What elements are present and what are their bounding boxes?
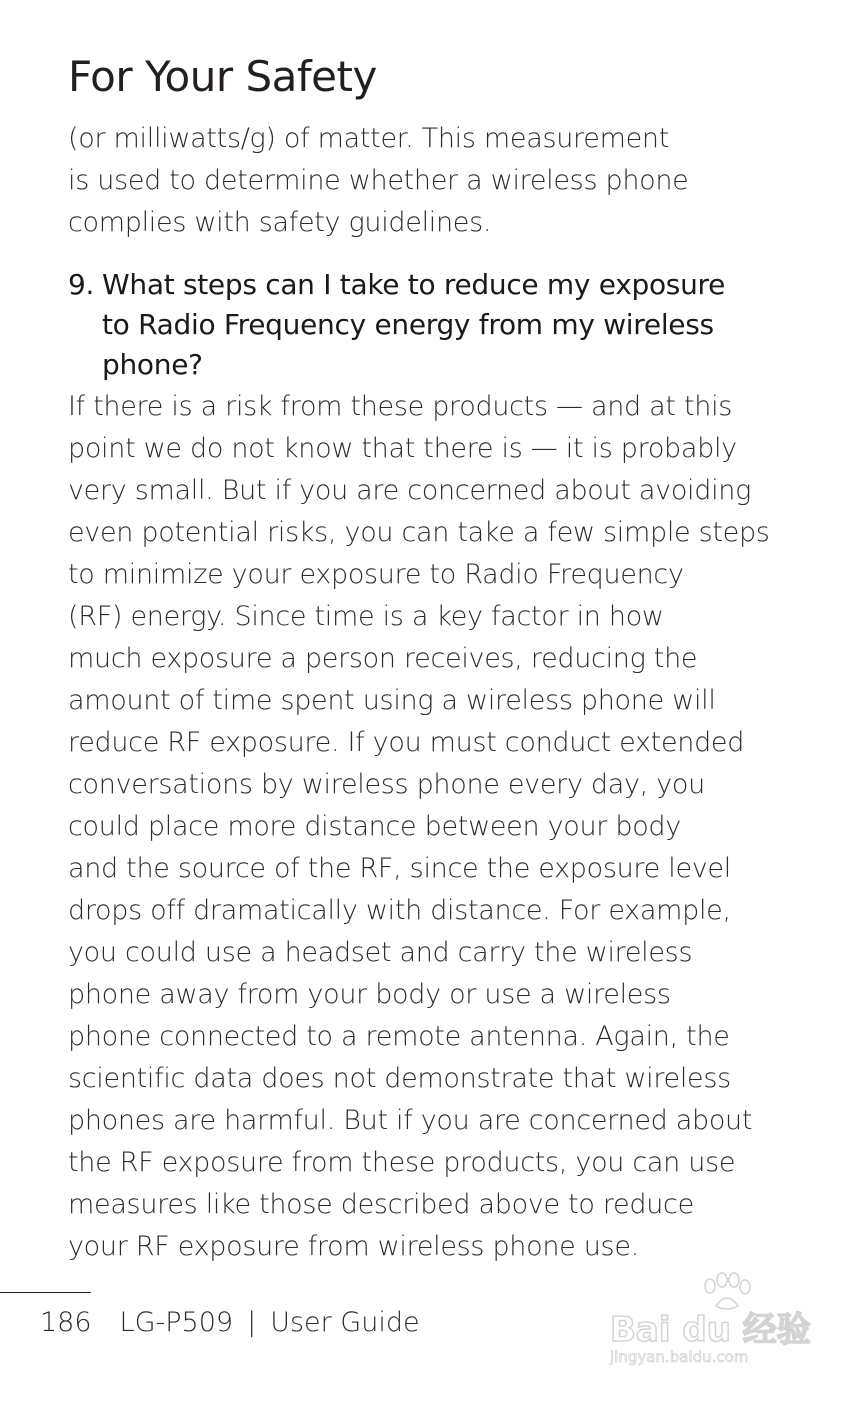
- intro-line: complies with safety guidelines.: [68, 207, 492, 238]
- answer-line: you could use a headset and carry the wireless: [68, 937, 693, 968]
- watermark-url: jingyan.baidu.com: [610, 1348, 749, 1366]
- footer-separator: |: [247, 1307, 257, 1338]
- answer-line: to minimize your exposure to Radio Frequency: [68, 559, 684, 590]
- answer-line: phone connected to a remote antenna. Again, the: [68, 1021, 730, 1052]
- answer-line: very small. But if you are concerned about avoiding: [68, 475, 752, 506]
- watermark-brand: Bai du 经验: [610, 1310, 811, 1350]
- answer-line: even potential risks, you can take a few simple steps: [68, 517, 770, 548]
- question-number: 9.: [68, 268, 95, 301]
- baidu-watermark: [608, 1272, 818, 1382]
- answer-line: scientific data does not demonstrate that wireless: [68, 1063, 731, 1094]
- intro-paragraph: [68, 118, 689, 244]
- answer-line: amount of time spent using a wireless phone will: [68, 685, 716, 716]
- question-line: phone?: [102, 348, 203, 381]
- answer-line: (RF) energy. Since time is a key factor in how: [68, 601, 664, 632]
- answer-line: conversations by wireless phone every day, you: [68, 769, 705, 800]
- page-title: For Your Safety: [68, 52, 377, 101]
- answer-line: drops off dramatically with distance. For example,: [68, 895, 731, 926]
- footer-rule: [0, 1292, 91, 1293]
- answer-line: much exposure a person receives, reducing the: [68, 643, 698, 674]
- answer-line: your RF exposure from wireless phone use.: [68, 1231, 639, 1262]
- answer-line: point we do not know that there is — it is probably: [68, 433, 737, 464]
- answer-line: reduce RF exposure. If you must conduct extended: [68, 727, 745, 758]
- answer-line: could place more distance between your body: [68, 811, 681, 842]
- intro-line: (or milliwatts/g) of matter. This measurement: [68, 123, 669, 154]
- guide-label: User Guide: [270, 1307, 420, 1338]
- question-heading: [68, 265, 725, 385]
- model-name: LG-P509: [119, 1307, 234, 1338]
- answer-line: and the source of the RF, since the exposure level: [68, 853, 731, 884]
- question-line: to Radio Frequency energy from my wireless: [102, 308, 714, 341]
- answer-paragraph: [68, 386, 770, 1268]
- answer-line: If there is a risk from these products — and at this: [68, 391, 733, 422]
- answer-line: phone away from your body or use a wireless: [68, 979, 671, 1010]
- answer-line: measures like those described above to reduce: [68, 1189, 694, 1220]
- answer-line: the RF exposure from these products, you can use: [68, 1147, 736, 1178]
- answer-line: phones are harmful. But if you are concerned about: [68, 1105, 753, 1136]
- question-line: What steps can I take to reduce my exposure: [102, 268, 726, 301]
- intro-line: is used to determine whether a wireless phone: [68, 165, 689, 196]
- page-footer: [40, 1302, 420, 1344]
- page-number: 186: [40, 1307, 92, 1338]
